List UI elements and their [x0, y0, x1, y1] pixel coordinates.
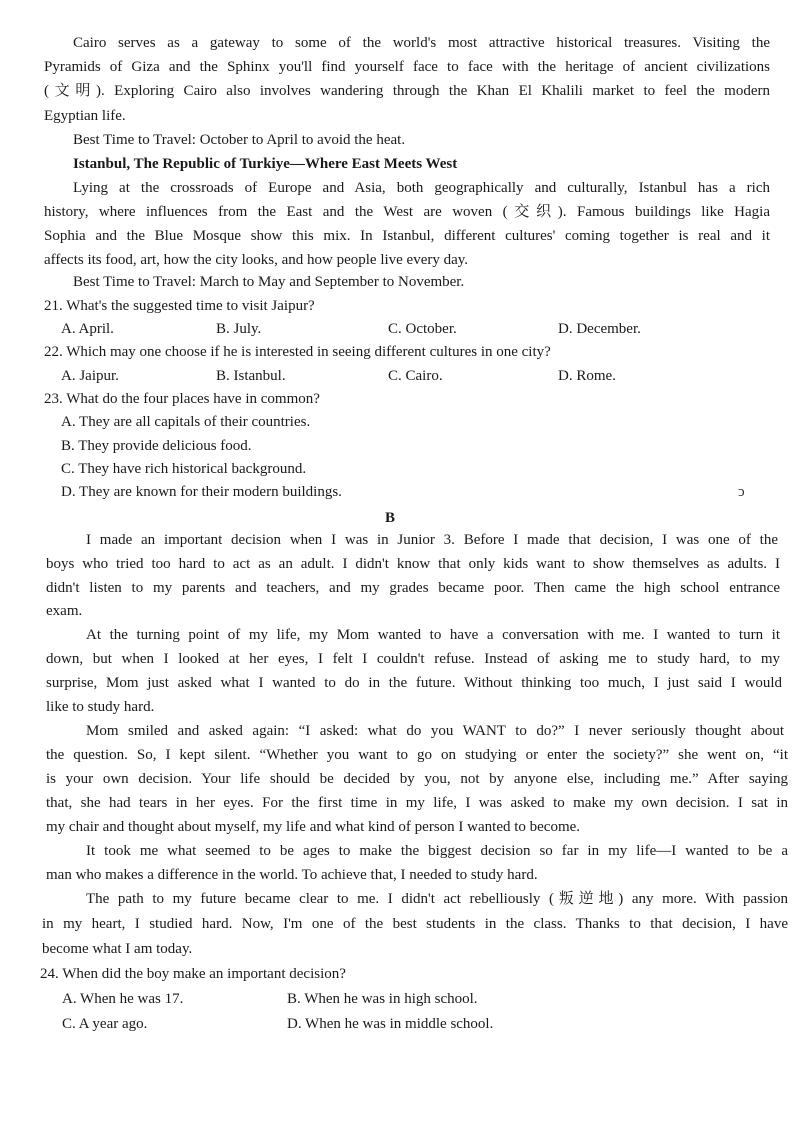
passage-b-line-18: become what I am today.	[42, 941, 193, 957]
istanbul-line-2: history, where influences from the East and the West are woven (交织). Famous buildings like Hagia	[44, 204, 770, 220]
passage-b-line-8: like to study hard.	[46, 699, 155, 715]
passage-b-line-7: surprise, Mom just asked what I wanted to do in the future. Without thinking too much, I just said I would	[46, 675, 782, 691]
stray-margin-mark: ↄ	[738, 484, 745, 500]
question-22-option-a[interactable]: A. Jaipur.	[61, 368, 119, 384]
passage-b-line-16: The path to my future became clear to me. I didn't act rebelliously (叛逆地) any more. With passion	[86, 891, 788, 907]
question-23-option-a[interactable]: A. They are all capitals of their countries.	[61, 414, 311, 430]
question-24-option-b[interactable]: B. When he was in high school.	[287, 991, 478, 1007]
question-22-stem: 22. Which may one choose if he is interested in seeing different cultures in one city?	[44, 344, 551, 360]
cairo-line-4: Egyptian life.	[44, 108, 126, 124]
question-22-option-b[interactable]: B. Istanbul.	[216, 368, 286, 384]
cairo-best-time: Best Time to Travel: October to April to avoid the heat.	[73, 132, 406, 148]
question-24-option-a[interactable]: A. When he was 17.	[62, 991, 184, 1007]
passage-b-line-15: man who makes a difference in the world. To achieve that, I needed to study hard.	[46, 867, 538, 883]
cairo-line-2: Pyramids of Giza and the Sphinx you'll find yourself face to face with the heritage of ancient civilizations	[44, 59, 770, 75]
question-24-option-d[interactable]: D. When he was in middle school.	[287, 1016, 494, 1032]
question-21-option-b[interactable]: B. July.	[216, 321, 262, 337]
cairo-line-3: (文明). Exploring Cairo also involves wandering through the Khan El Khalili market to feel the modern	[44, 83, 770, 99]
question-23-option-c[interactable]: C. They have rich historical background.	[61, 461, 307, 477]
question-21-option-a[interactable]: A. April.	[61, 321, 114, 337]
passage-b-line-5: At the turning point of my life, my Mom wanted to have a conversation with me. I wanted to turn it	[86, 627, 780, 643]
question-23-option-b[interactable]: B. They provide delicious food.	[61, 438, 252, 454]
istanbul-line-3: Sophia and the Blue Mosque show this mix. In Istanbul, different cultures' coming together is real and it	[44, 228, 770, 244]
question-21-option-d[interactable]: D. December.	[558, 321, 641, 337]
istanbul-line-1: Lying at the crossroads of Europe and Asia, both geographically and culturally, Istanbul has a rich	[73, 180, 770, 196]
question-22-option-d[interactable]: D. Rome.	[558, 368, 616, 384]
question-23-option-d[interactable]: D. They are known for their modern buildings.	[61, 484, 342, 500]
passage-b-line-4: exam.	[46, 603, 83, 619]
istanbul-line-4: affects its food, art, how the city looks, and how people live every day.	[44, 252, 469, 268]
passage-b-line-2: boys who tried too hard to act as an adult. I didn't know that only kids want to show themselves as adults. I	[46, 556, 780, 572]
passage-b-heading: B	[385, 510, 396, 526]
passage-b-line-3: didn't listen to my parents and teachers, and my grades became poor. Then came the high school entrance	[46, 580, 780, 596]
istanbul-best-time: Best Time to Travel: March to May and September to November.	[73, 274, 465, 290]
passage-b-line-13: my chair and thought about myself, my life and what kind of person I wanted to become.	[46, 819, 581, 835]
question-21-stem: 21. What's the suggested time to visit Jaipur?	[44, 298, 315, 314]
passage-b-line-10: the question. So, I kept silent. “Whether you want to go on studying or enter the society?” she went on, “it	[46, 747, 788, 763]
passage-b-line-6: down, but when I looked at her eyes, I felt I couldn't refuse. Instead of asking me to study hard, to my	[46, 651, 780, 667]
question-21-option-c[interactable]: C. October.	[388, 321, 457, 337]
question-24-stem: 24. When did the boy make an important decision?	[40, 966, 346, 982]
istanbul-title: Istanbul, The Republic of Turkiye—Where East Meets West	[73, 156, 458, 172]
cairo-line-1: Cairo serves as a gateway to some of the world's most attractive historical treasures. Visiting the	[73, 35, 770, 51]
passage-b-line-11: is your own decision. Your life should be decided by you, not by anyone else, including me.” After saying	[46, 771, 788, 787]
passage-b-line-9: Mom smiled and asked again: “I asked: what do you WANT to do?” I never seriously thought about	[86, 723, 784, 739]
passage-b-line-12: that, she had tears in her eyes. For the first time in my life, I was asked to make my own decision. I sat in	[46, 795, 788, 811]
passage-b-line-14: It took me what seemed to be ages to make the biggest decision so far in my life—I wanted to be a	[86, 843, 788, 859]
question-24-option-c[interactable]: C. A year ago.	[62, 1016, 148, 1032]
question-23-stem: 23. What do the four places have in common?	[44, 391, 320, 407]
passage-b-line-1: I made an important decision when I was in Junior 3. Before I made that decision, I was one of the	[86, 532, 778, 548]
passage-b-line-17: in my heart, I studied hard. Now, I'm one of the best students in the class. Thanks to that decision, I have	[42, 916, 788, 932]
question-22-option-c[interactable]: C. Cairo.	[388, 368, 443, 384]
